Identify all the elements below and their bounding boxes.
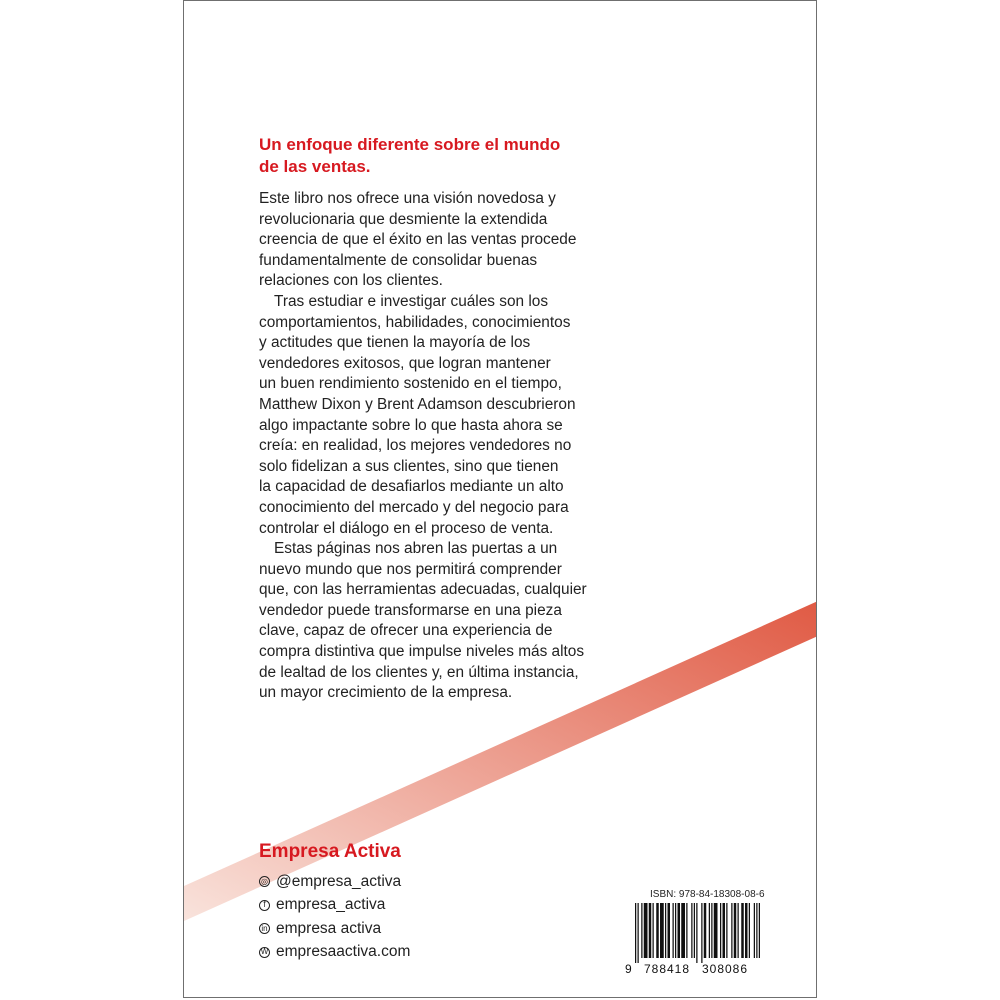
barcode-bar	[759, 903, 760, 958]
barcode-bar	[726, 903, 727, 958]
text-line: y actitudes que tienen la mayoría de los	[259, 334, 531, 352]
text-line: que, con las herramientas adecuadas, cualquier	[259, 581, 587, 599]
isbn-label: ISBN: 978-84-18308-08-6	[650, 889, 765, 900]
barcode-bar	[756, 903, 757, 958]
text-line: controlar el diálogo en el proceso de venta.	[259, 519, 554, 537]
barcode-bar	[649, 903, 652, 958]
instagram-icon: ◎	[259, 876, 270, 887]
barcode-bar	[741, 903, 744, 958]
barcode-bar	[668, 903, 671, 958]
heading-line: de las ventas.	[259, 157, 371, 176]
barcode-bar	[704, 903, 707, 958]
barcode-bar	[644, 903, 648, 958]
text-line: solo fidelizan a sus clientes, sino que tienen	[259, 457, 559, 475]
text-line: revolucionaria que desmiente la extendida	[259, 210, 548, 228]
barcode-bar	[714, 903, 718, 958]
text-line: nuevo mundo que nos permitirá comprender	[259, 560, 562, 578]
text-line: un mayor crecimiento de la empresa.	[259, 684, 513, 702]
text-line: fundamentalmente de consolidar buenas	[259, 251, 538, 269]
text-line: compra distintiva que impulse niveles más altos	[259, 643, 585, 661]
paragraph-3	[259, 539, 669, 704]
barcode-bar	[754, 903, 755, 958]
facebook-link[interactable]	[259, 894, 410, 918]
text-line: Tras estudiar e investigar cuáles son los	[274, 292, 549, 310]
barcode-bar	[681, 903, 685, 958]
barcode-bar	[653, 903, 654, 958]
website-url: empresaactiva.com	[276, 943, 411, 961]
text-line: comportamientos, habilidades, conocimientos	[259, 313, 571, 331]
barcode-bar	[711, 903, 712, 958]
website-link[interactable]	[259, 941, 410, 965]
isbn-barcode-block	[622, 889, 770, 975]
text-line: Matthew Dixon y Brent Adamson descubrieron	[259, 395, 576, 413]
heading-line: Un enfoque diferente sobre el mundo	[259, 135, 561, 154]
barcode-bar	[660, 903, 664, 958]
barcode-bar	[723, 903, 726, 958]
barcode-digits-right: 308086	[701, 962, 749, 975]
linkedin-handle: empresa activa	[276, 919, 382, 937]
text-line: Estas páginas nos abren las puertas a un	[274, 540, 558, 558]
text-line: clave, capaz de ofrecer una experiencia de	[259, 622, 553, 640]
instagram-link[interactable]	[259, 870, 410, 894]
barcode-bar	[686, 903, 687, 958]
barcode-bar	[720, 903, 721, 958]
barcode-bar	[638, 903, 639, 963]
barcode-bar	[675, 903, 676, 958]
barcode-bar	[749, 903, 750, 958]
text-line: algo impactante sobre lo que hasta ahora se	[259, 416, 563, 434]
linkedin-icon: in	[259, 923, 270, 934]
barcode-bar	[691, 903, 692, 958]
barcode-bar	[678, 903, 681, 958]
text-line: vendedores exitosos, que logran mantener	[259, 354, 551, 372]
cover-heading	[259, 134, 619, 178]
blurb-text	[259, 189, 669, 704]
instagram-handle: @empresa_activa	[276, 872, 402, 890]
paragraph-1	[259, 189, 669, 292]
web-icon: W	[260, 947, 269, 957]
barcode-bars	[635, 903, 760, 963]
text-line: relaciones con los clientes.	[259, 272, 443, 290]
barcode-bar	[738, 903, 739, 958]
text-line: conocimiento del mercado y del negocio para	[259, 498, 569, 516]
text-line: creía: en realidad, los mejores vendedores no	[259, 437, 572, 455]
linkedin-link[interactable]	[259, 917, 410, 941]
barcode-digit-first: 9	[625, 962, 632, 975]
text-line: creencia de que el éxito en las ventas procede	[259, 231, 577, 249]
text-line: Este libro nos ofrece una visión novedosa y	[259, 190, 556, 207]
social-links	[259, 870, 410, 964]
barcode-bar	[673, 903, 674, 958]
barcode	[622, 903, 770, 975]
facebook-handle: empresa_activa	[276, 896, 386, 914]
barcode-bar	[731, 903, 732, 958]
publisher-name: Empresa Activa	[259, 841, 401, 862]
barcode-digits-left: 788418	[643, 962, 691, 975]
barcode-bar	[696, 903, 697, 963]
book-back-cover	[183, 0, 817, 998]
barcode-bar	[641, 903, 642, 958]
barcode-bar	[656, 903, 659, 958]
barcode-bar	[709, 903, 710, 958]
barcode-bar	[635, 903, 636, 963]
barcode-bar	[665, 903, 666, 958]
barcode-bar	[734, 903, 737, 958]
text-line: la capacidad de desafiarlos mediante un alto	[259, 478, 564, 496]
facebook-icon: f	[259, 900, 270, 911]
barcode-bar	[745, 903, 748, 958]
text-line: de lealtad de los clientes y, en última instancia,	[259, 663, 579, 681]
text-line: un buen rendimiento sostenido en el tiempo,	[259, 375, 562, 393]
barcode-bar	[701, 903, 702, 963]
barcode-bar	[694, 903, 695, 958]
text-line: vendedor puede transformarse en una pieza	[259, 601, 562, 619]
paragraph-2	[259, 292, 669, 539]
